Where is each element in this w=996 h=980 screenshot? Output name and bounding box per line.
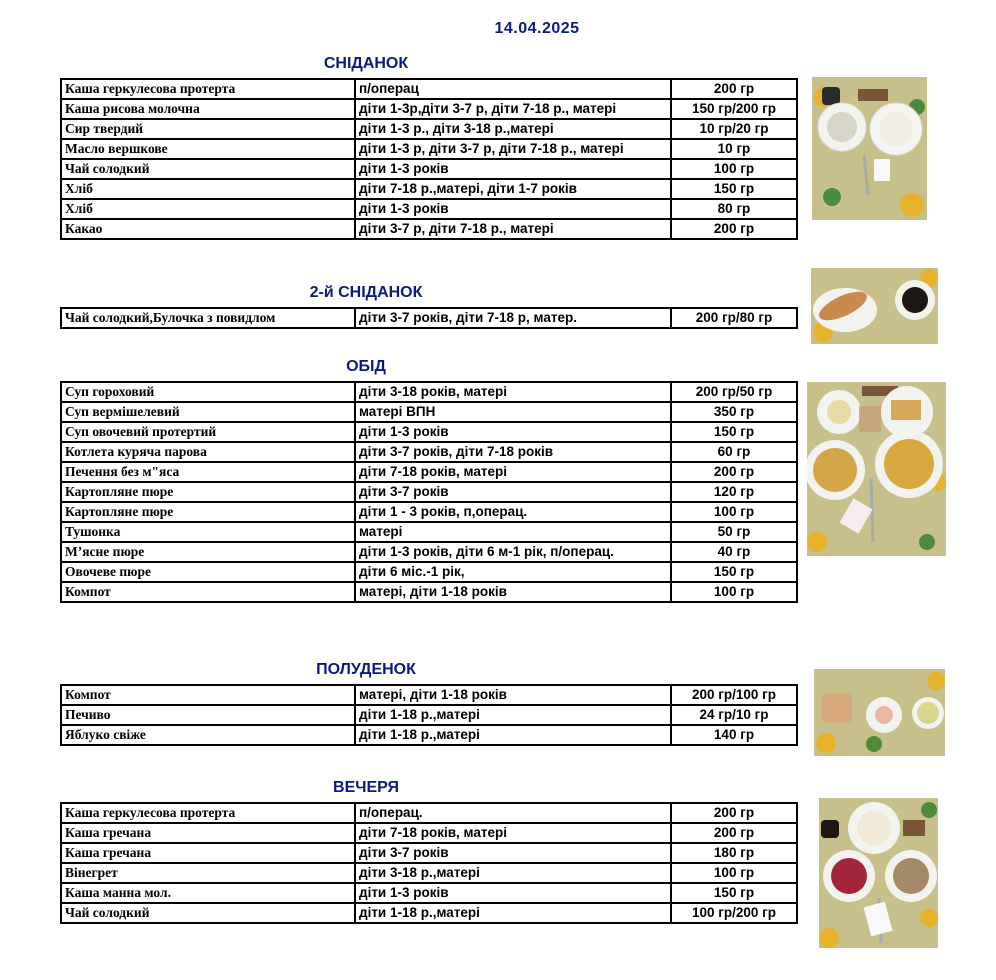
table-row — [61, 308, 797, 328]
recipient-group: п/операц. — [355, 803, 671, 823]
recipient-group: діти 3-7 років, діти 7-18 років — [355, 442, 671, 462]
dinner-table — [60, 802, 798, 924]
portion-size: 40 гр — [671, 542, 797, 562]
recipient-group: діти 1-3р,діти 3-7 р, діти 7-18 р., матері — [355, 99, 671, 119]
dish-name: Суп вермішелевий — [61, 402, 355, 422]
dish-name: Хліб — [61, 199, 355, 219]
menu-date: 14.04.2025 — [494, 20, 580, 37]
table-row — [61, 219, 797, 239]
recipient-group: діти 6 міс.-1 рік, — [355, 562, 671, 582]
dish-name: М’ясне пюре — [61, 542, 355, 562]
recipient-group: діти 7-18 років, матері — [355, 823, 671, 843]
table-row — [61, 179, 797, 199]
dish-name: Каша геркулесова протерта — [61, 803, 355, 823]
portion-size: 100 гр/200 гр — [671, 903, 797, 923]
dish-name: Овочеве пюре — [61, 562, 355, 582]
table-row — [61, 422, 797, 442]
dish-name: Картопляне пюре — [61, 502, 355, 522]
recipient-group: п/операц — [355, 79, 671, 99]
portion-size: 50 гр — [671, 522, 797, 542]
portion-size: 150 гр — [671, 422, 797, 442]
dish-name: Печення без м"яса — [61, 462, 355, 482]
recipient-group: матері — [355, 522, 671, 542]
recipient-group: діти 1-18 р.,матері — [355, 903, 671, 923]
portion-size: 150 гр — [671, 179, 797, 199]
recipient-group: матері, діти 1-18 років — [355, 582, 671, 602]
dish-name: Каша рисова молочна — [61, 99, 355, 119]
lunch-photo-icon — [807, 382, 946, 556]
table-row — [61, 522, 797, 542]
table-row — [61, 382, 797, 402]
portion-size: 140 гр — [671, 725, 797, 745]
portion-size: 100 гр — [671, 502, 797, 522]
table-row — [61, 79, 797, 99]
breakfast-table — [60, 78, 798, 240]
table-row — [61, 582, 797, 602]
portion-size: 200 гр/100 гр — [671, 685, 797, 705]
table-row — [61, 843, 797, 863]
recipient-group: діти 1-18 р.,матері — [355, 725, 671, 745]
recipient-group: діти 7-18 р.,матері, діти 1-7 років — [355, 179, 671, 199]
section-title-breakfast: СНІДАНОК — [323, 55, 409, 72]
portion-size: 200 гр — [671, 823, 797, 843]
table-row — [61, 542, 797, 562]
dish-name: Картопляне пюре — [61, 482, 355, 502]
recipient-group: діти 3-7 років, діти 7-18 р, матер. — [355, 308, 671, 328]
recipient-group: матері ВПН — [355, 402, 671, 422]
table-row — [61, 159, 797, 179]
recipient-group: діти 1-3 р, діти 3-7 р, діти 7-18 р., матері — [355, 139, 671, 159]
table-row — [61, 482, 797, 502]
portion-size: 180 гр — [671, 843, 797, 863]
table-row — [61, 139, 797, 159]
dish-name: Суп гороховий — [61, 382, 355, 402]
dish-name: Суп овочевий протертий — [61, 422, 355, 442]
portion-size: 150 гр/200 гр — [671, 99, 797, 119]
afternoon-snack-table — [60, 684, 798, 746]
dish-name: Яблуко свіже — [61, 725, 355, 745]
dish-name: Сир твердий — [61, 119, 355, 139]
recipient-group: діти 1-3 р., діти 3-18 р.,матері — [355, 119, 671, 139]
breakfast-photo-icon — [812, 77, 927, 220]
dish-name: Чай солодкий — [61, 903, 355, 923]
recipient-group: діти 1-18 р.,матері — [355, 705, 671, 725]
table-row — [61, 705, 797, 725]
recipient-group: діти 1-3 років — [355, 883, 671, 903]
dish-name: Компот — [61, 582, 355, 602]
portion-size: 100 гр — [671, 582, 797, 602]
portion-size: 200 гр/50 гр — [671, 382, 797, 402]
table-row — [61, 685, 797, 705]
portion-size: 200 гр/80 гр — [671, 308, 797, 328]
portion-size: 10 гр/20 гр — [671, 119, 797, 139]
dish-name: Вінегрет — [61, 863, 355, 883]
table-row — [61, 442, 797, 462]
dish-name: Какао — [61, 219, 355, 239]
recipient-group: діти 3-7 років — [355, 843, 671, 863]
recipient-group: діти 1-3 років, діти 6 м-1 рік, п/операц. — [355, 542, 671, 562]
portion-size: 150 гр — [671, 883, 797, 903]
dish-name: Каша гречана — [61, 823, 355, 843]
dish-name: Тушонка — [61, 522, 355, 542]
table-row — [61, 199, 797, 219]
dish-name: Чай солодкий — [61, 159, 355, 179]
recipient-group: діти 7-18 років, матері — [355, 462, 671, 482]
dish-name: Каша гречана — [61, 843, 355, 863]
section-title-second-breakfast: 2-й СНІДАНОК — [309, 284, 423, 301]
dish-name: Котлета куряча парова — [61, 442, 355, 462]
dinner-photo-icon — [819, 798, 938, 948]
recipient-group: діти 1-3 років — [355, 199, 671, 219]
portion-size: 120 гр — [671, 482, 797, 502]
portion-size: 80 гр — [671, 199, 797, 219]
dish-name: Чай солодкий,Булочка з повидлом — [61, 308, 355, 328]
portion-size: 60 гр — [671, 442, 797, 462]
section-title-afternoon-snack: ПОЛУДЕНОК — [316, 661, 416, 678]
recipient-group: діти 3-18 років, матері — [355, 382, 671, 402]
recipient-group: матері, діти 1-18 років — [355, 685, 671, 705]
table-row — [61, 863, 797, 883]
table-row — [61, 502, 797, 522]
table-row — [61, 803, 797, 823]
table-row — [61, 903, 797, 923]
portion-size: 200 гр — [671, 219, 797, 239]
table-row — [61, 99, 797, 119]
recipient-group: діти 3-18 р.,матері — [355, 863, 671, 883]
section-title-dinner: ВЕЧЕРЯ — [333, 779, 399, 796]
portion-size: 200 гр — [671, 79, 797, 99]
portion-size: 350 гр — [671, 402, 797, 422]
dish-name: Хліб — [61, 179, 355, 199]
portion-size: 100 гр — [671, 863, 797, 883]
dish-name: Печиво — [61, 705, 355, 725]
snack-photo-icon — [814, 669, 945, 756]
recipient-group: діти 1-3 років — [355, 159, 671, 179]
portion-size: 200 гр — [671, 803, 797, 823]
lunch-table — [60, 381, 798, 603]
table-row — [61, 119, 797, 139]
dish-name: Каша геркулесова протерта — [61, 79, 355, 99]
second-breakfast-table — [60, 307, 798, 329]
portion-size: 150 гр — [671, 562, 797, 582]
section-title-lunch: ОБІД — [346, 358, 386, 375]
portion-size: 24 гр/10 гр — [671, 705, 797, 725]
table-row — [61, 823, 797, 843]
recipient-group: діти 3-7 років — [355, 482, 671, 502]
table-row — [61, 883, 797, 903]
portion-size: 10 гр — [671, 139, 797, 159]
dish-name: Компот — [61, 685, 355, 705]
table-row — [61, 462, 797, 482]
recipient-group: діти 3-7 р, діти 7-18 р., матері — [355, 219, 671, 239]
portion-size: 200 гр — [671, 462, 797, 482]
table-row — [61, 402, 797, 422]
table-row — [61, 562, 797, 582]
dish-name: Масло вершкове — [61, 139, 355, 159]
table-row — [61, 725, 797, 745]
portion-size: 100 гр — [671, 159, 797, 179]
dish-name: Каша манна мол. — [61, 883, 355, 903]
recipient-group: діти 1 - 3 років, п,операц. — [355, 502, 671, 522]
second-breakfast-photo-icon — [811, 268, 938, 344]
recipient-group: діти 1-3 років — [355, 422, 671, 442]
